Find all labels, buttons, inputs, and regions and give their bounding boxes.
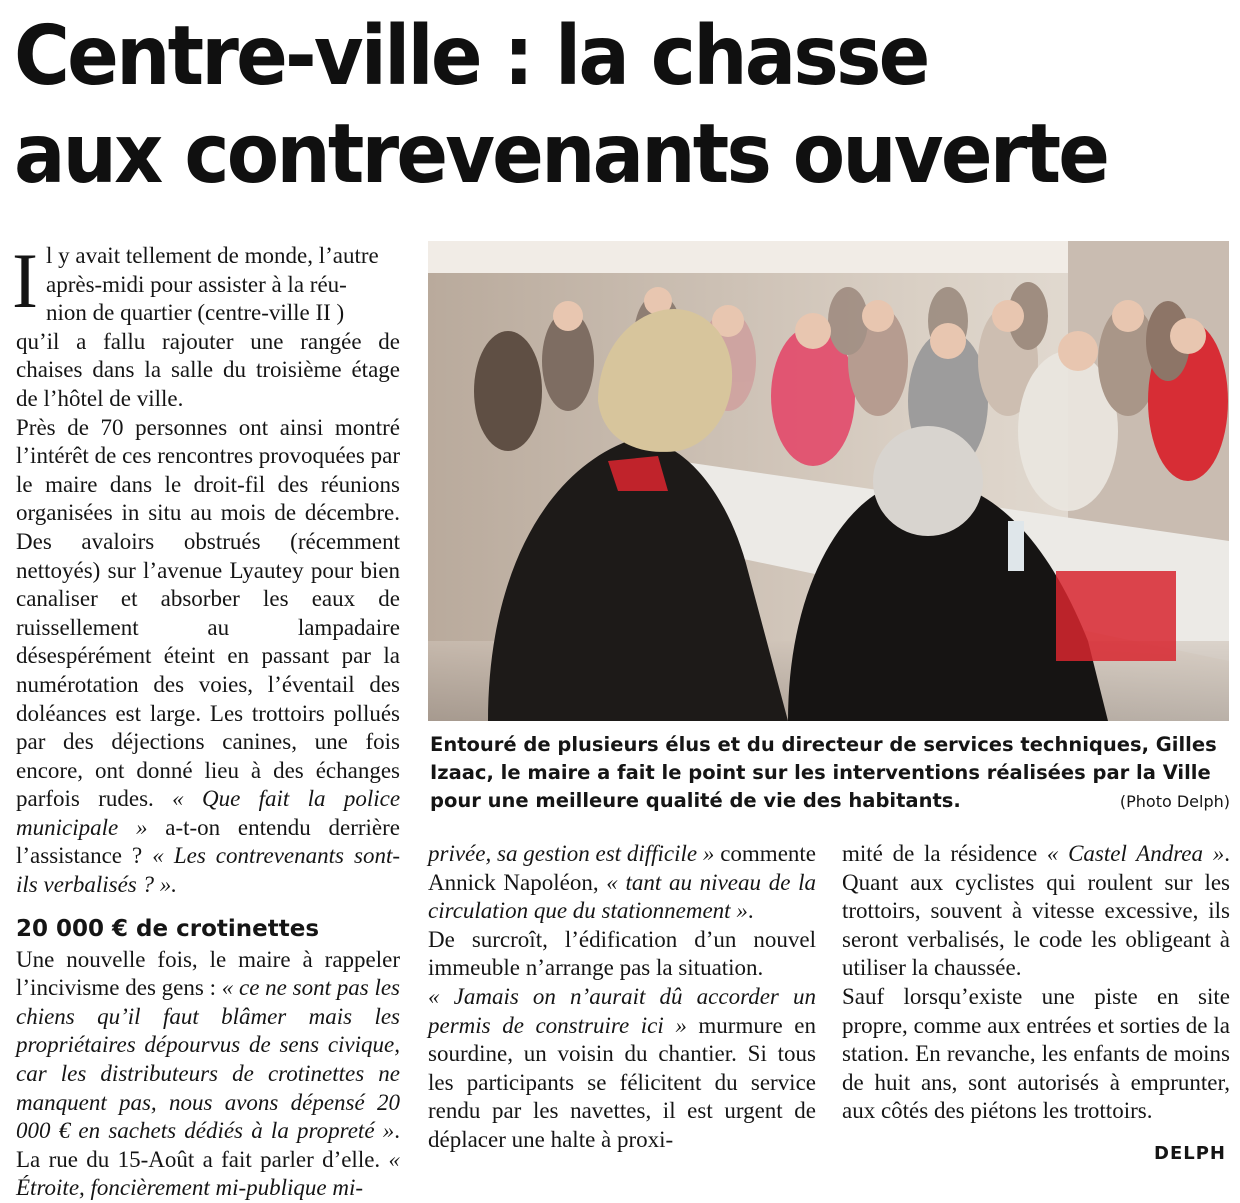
author-signature: DELPH xyxy=(1154,1143,1226,1164)
headline-line-2: aux contrevenants ouverte xyxy=(14,107,1108,202)
quote-privee: privée, sa gestion est difficile » xyxy=(428,841,715,866)
quote-maire: « ce ne sont pas les chiens qu’il faut blâmer mais les propriétaires dépourvus de sens civique, car les distributeurs de crotinettes ne manquent pas, nous avons dépensé 20 000 € en sachets dédiés à la propreté » xyxy=(16,975,401,1144)
article-column-3 xyxy=(842,840,1230,1126)
column-3-text-b: . Quant aux cyclistes qui roulent sur les trottoirs, souvent à vitesse excessive, ils seront verbalisés, le code les obligeant à utiliser la chaussée. xyxy=(842,841,1230,981)
quote-circulation: « tant au niveau de la circulation que du stationnement » xyxy=(428,869,816,924)
intro-rest: qu’il a fallu rajouter une rangée de chaises dans la salle du troisième étage de l’hôtel de ville. xyxy=(16,328,400,411)
caption-line-2: Izaac, le maire a fait le point sur les interventions réalisées par la Ville xyxy=(430,761,1211,784)
photo-illustration xyxy=(428,241,1229,721)
paragraph-3-text-b: . La rue du 15-Août a fait parler d’elle. xyxy=(16,1118,400,1172)
dropcap: I xyxy=(12,237,38,324)
column-2-text-a: commente Annick Napoléon, xyxy=(428,841,816,895)
article-column-2 xyxy=(428,840,816,1155)
article-column-1 xyxy=(12,237,401,1203)
caption-line-3-row xyxy=(430,787,1230,816)
column-2-paragraph-2: De surcroît, l’édification d’un nouvel immeuble n’arrange pas la situation. xyxy=(428,926,816,981)
quote-permis: « Jamais on n’aurait dû accorder un permis de construire ici » xyxy=(428,983,816,1038)
paragraph-2 xyxy=(16,414,400,900)
headline-line-1: Centre-ville : la chasse xyxy=(14,9,928,104)
paragraph-3-text: Une nouvelle fois, le maire à rappeler l’incivisme des gens : xyxy=(16,946,400,1001)
headline xyxy=(14,8,1145,204)
quote-etroite: « Étroite, foncièrement mi-publique mi- xyxy=(16,1146,400,1201)
intro-line-2: après-midi pour assister à la réu- xyxy=(46,271,347,297)
column-2-paragraph-1 xyxy=(428,840,816,926)
caption-line-3: pour une meilleure qualité de vie des habitants. xyxy=(430,789,961,812)
photo-credit: (Photo Delph) xyxy=(1119,792,1230,811)
paragraph-3 xyxy=(16,946,400,1203)
paragraph-2-text: Près de 70 personnes ont ainsi montré l’intérêt de ces rencontres provoquées par le maire dans le droit-fil des réunions organisées in situ au mois de décembre. Des avaloirs obstrués (récemment nettoyés) sur l’avenue Lyautey pour bien canaliser et absorber les eaux de ruissellement au lampadaire désespérément éteint en passant par la numérotation des voies, l’éventail des doléances est large. Les trottoirs pollués par des déjections canines, une fois encore, ont donné lieu à des échanges parfois rudes. xyxy=(16,414,400,812)
meeting-photo xyxy=(428,241,1229,721)
column-3-paragraph-1 xyxy=(842,840,1230,983)
subheading: 20 000 € de crotinettes xyxy=(16,915,320,942)
column-2-period: . xyxy=(747,898,754,924)
caption-line-1: Entouré de plusieurs élus et du directeur de services techniques, Gilles xyxy=(430,733,1217,756)
quote-contrevenants: « Les contrevenants sont-ils verbalisés ? ». xyxy=(16,843,400,898)
column-2-text-b: murmure en sourdine, un voisin du chantier. Si tous les participants se félicitent du service rendu par les navettes, il est urgent de déplacer une halte à proxi- xyxy=(428,1012,816,1152)
paragraph-2-text-b: a-t-on entendu derrière l’assistance ? xyxy=(16,814,401,869)
photo-caption xyxy=(430,731,1230,816)
intro-line-3: nion de quartier (centre-ville II ) xyxy=(46,300,345,326)
column-3-text-a: mité de la résidence xyxy=(842,841,1038,866)
quote-castel-andrea: « Castel Andrea » xyxy=(1046,841,1225,866)
intro-line-1: l y avait tellement de monde, l’autre xyxy=(46,243,379,268)
quote-police: « Que fait la police municipale » xyxy=(16,786,401,840)
column-2-paragraph-3 xyxy=(428,983,816,1155)
column-3-paragraph-2: Sauf lorsqu’existe une piste en site propre, comme aux entrées et sorties de la station. En revanche, les enfants de moins de huit ans, sont autorisés à emprunter, aux côtés des piétons les trottoirs. xyxy=(842,983,1230,1124)
